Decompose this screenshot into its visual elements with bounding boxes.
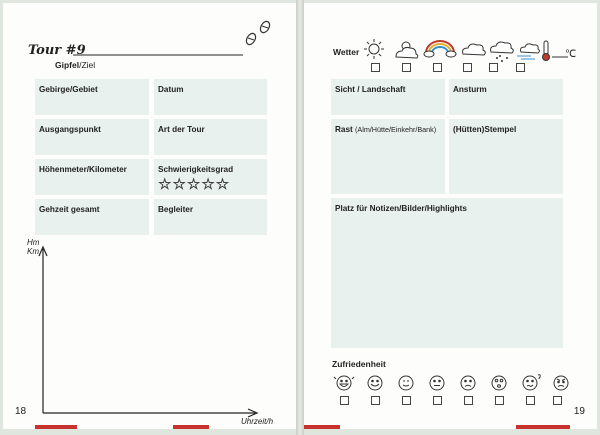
left-page — [3, 3, 296, 429]
y-axis-label: Hm Km — [27, 238, 40, 256]
altitude-graph-axes — [33, 243, 263, 423]
weather-icons-row — [362, 37, 592, 67]
weather-label: Wetter — [333, 47, 360, 57]
field-rest[interactable]: Rast (Alm/Hütte/Einkehr/Bank) — [331, 119, 445, 194]
satisfaction-label: Zufriedenheit — [332, 359, 386, 369]
rainbow-icon — [424, 41, 456, 57]
weather-checkbox-rainbow[interactable] — [433, 63, 442, 72]
field-companion[interactable]: Begleiter — [154, 199, 267, 235]
satisfaction-checkbox-2[interactable] — [371, 396, 380, 405]
footprints-icon — [241, 17, 281, 47]
satisfaction-checkbox-4[interactable] — [433, 396, 442, 405]
satisfaction-checkbox-5[interactable] — [464, 396, 473, 405]
face-angry-icon — [554, 376, 568, 390]
face-unhappy-icon — [461, 376, 475, 390]
face-neutral-icon — [430, 376, 444, 390]
satisfaction-faces — [332, 373, 572, 393]
weather-checkbox-wind[interactable] — [516, 63, 525, 72]
field-difficulty[interactable]: Schwierigkeitsgrad ☆☆☆☆☆ — [154, 159, 267, 195]
face-happy-icon — [399, 376, 413, 390]
difficulty-stars[interactable]: ☆☆☆☆☆ — [158, 176, 231, 193]
satisfaction-checkbox-7[interactable] — [526, 396, 535, 405]
book-spine — [296, 0, 304, 435]
face-confused-icon — [523, 375, 540, 390]
satisfaction-checkbox-3[interactable] — [402, 396, 411, 405]
page-number: 19 — [573, 406, 585, 417]
red-tab — [304, 425, 340, 429]
weather-checkbox-cloud-sun[interactable] — [402, 63, 411, 72]
wind-icon — [517, 44, 540, 59]
face-shocked-icon — [492, 376, 506, 390]
field-date[interactable]: Datum — [154, 79, 267, 115]
red-tab — [173, 425, 209, 429]
field-mountains[interactable]: Gebirge/Gebiet — [35, 79, 149, 115]
field-walktime[interactable]: Gehzeit gesamt — [35, 199, 149, 235]
weather-checkbox-snow[interactable] — [489, 63, 498, 72]
temp-unit: ℃ — [565, 49, 577, 60]
field-altitude[interactable]: Höhenmeter/Kilometer — [35, 159, 149, 195]
x-axis-label: Uhrzeit/h — [241, 417, 274, 426]
field-tour-type[interactable]: Art der Tour — [154, 119, 267, 155]
cloud-sun-icon — [396, 42, 418, 58]
sun-icon — [364, 39, 384, 59]
red-tab — [35, 425, 77, 429]
right-page — [304, 3, 597, 429]
face-ecstatic-icon — [334, 376, 354, 390]
peak-label: Gipfel/Ziel — [55, 60, 96, 70]
field-view[interactable]: Sicht / Landschaft — [331, 79, 445, 115]
cloud-icon — [463, 44, 486, 55]
field-crowd[interactable]: Ansturm — [449, 79, 563, 115]
weather-checkbox-cloud[interactable] — [463, 63, 472, 72]
satisfaction-checkbox-8[interactable] — [553, 396, 562, 405]
tour-title: Tour #9 — [28, 43, 86, 58]
face-very-happy-icon — [368, 376, 382, 390]
page-number: 18 — [15, 406, 27, 417]
red-tab — [516, 425, 570, 429]
field-start[interactable]: Ausgangspunkt — [35, 119, 149, 155]
weather-checkbox-sun[interactable] — [371, 63, 380, 72]
snow-cloud-icon — [491, 42, 514, 62]
satisfaction-checkbox-6[interactable] — [495, 396, 504, 405]
field-stamp[interactable]: (Hütten)Stempel — [449, 119, 563, 194]
field-notes[interactable]: Platz für Notizen/Bilder/Highlights — [331, 198, 563, 348]
satisfaction-checkbox-1[interactable] — [340, 396, 349, 405]
